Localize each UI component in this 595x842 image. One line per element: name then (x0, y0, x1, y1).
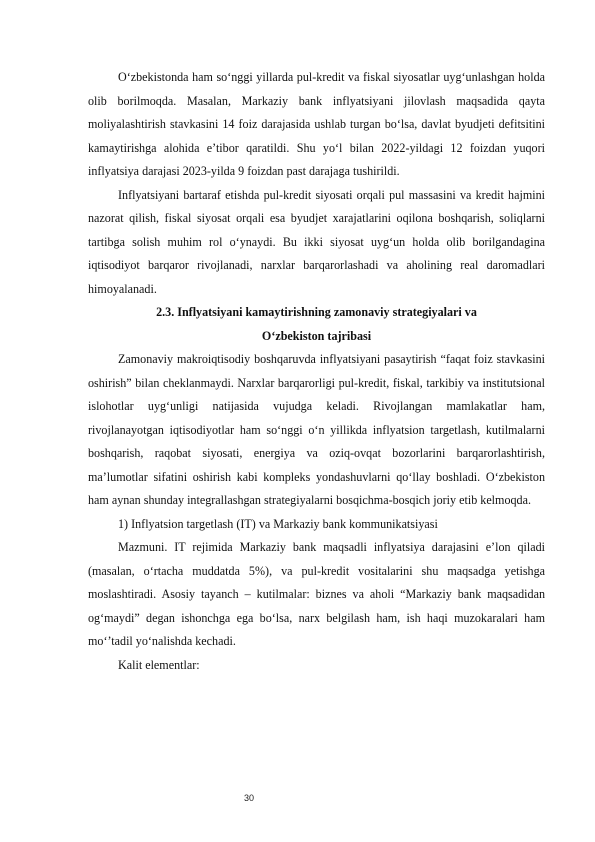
paragraph-modern-strategies: Zamonaviy makroiqtisodiy boshqaruvda inflyatsiyani pasaytirish “faqat foiz stavkasini oshirish” bilan cheklanmaydi. Narxlar barqarorligi pul-kredit, fiskal, tarkibiy va institutsional islohotlar uyg‘unligi natijasida vujudga keladi. Rivojlangan mamlakatlar ham, rivojlanayotgan iqtisodiyotlar ham so‘nggi o‘n yillikda inflyatsion targetlash, kutilmalarni boshqarish, raqobat siyosati, energiya va oziq-ovqat bozorlarini barqarorlashtirish, ma’lumotlar sifatini oshirish kabi kompleks yondashuvlarni qo‘llay boshladi. O‘zbekiston ham aynan shunday integrallashgan strategiyalarni bosqichma-bosqich joriy etib kelmoqda. (88, 352, 545, 507)
section-heading-line2: O‘zbekiston tajribasi (261, 328, 372, 343)
section-heading-line1: 2.3. Inflyatsiyani kamaytirishning zamonaviy strategiyalari va (156, 305, 477, 319)
page-number: 30 (244, 793, 255, 803)
paragraph-inflation-measures: Inflyatsiyani bartaraf etishda pul-kredit siyosati orqali pul massasini va kredit hajmini nazorat qilish, fiskal siyosat orqali esa byudjet xarajatlarini oqilona boshqarish, soliqlarni tartibga solish muhim rol o‘ynaydi. Bu ikki siyosat uyg‘un holda olib borilgandagina iqtisodiyot barqaror rivojlanadi, narxlar barqarorlashadi va aholining real daromadlari himoyalanadi. (88, 187, 545, 296)
paragraph-key-elements: Kalit elementlar: (118, 657, 200, 672)
paragraph-it-content: Mazmuni. IT rejimida Markaziy bank maqsadli inflyatsiya darajasini e’lon qiladi (masalan, o‘rtacha muddatda 5%), va pul-kredit vositalarini shu maqsadga yetishga moslashtiradi. Asosiy tayanch – kutilmalar: biznes va aholi “Markaziy bank maqsadidan og‘maydi” degan ishonchga ega bo‘lsa, narx belgilash ham, ish haqi muzokaralari ham mo‘’tadil yo‘nalishda kechadi. (88, 540, 545, 648)
document-page (88, 66, 545, 677)
list-item-inflation-targeting: 1) Inflyatsion targetlash (IT) va Markaziy bank kommunikatsiyasi (118, 516, 438, 531)
paragraph-uzbekistan-policy: O‘zbekistonda ham so‘nggi yillarda pul-kredit va fiskal siyosatlar uyg‘unlashgan holda olib borilmoqda. Masalan, Markaziy bank inflyatsiyani jilovlash maqsadida qayta moliyalashtirish stavkasini 14 foiz darajasida ushlab turgan bo‘lsa, davlat byudjeti defitsitini kamaytirishga alohida e’tibor qaratildi. Shu yo‘l bilan 2022-yildagi 12 foizdan yuqori inflyatsiya darajasi 2023-yilda 9 foizdan past darajaga tushirildi. (88, 70, 545, 178)
